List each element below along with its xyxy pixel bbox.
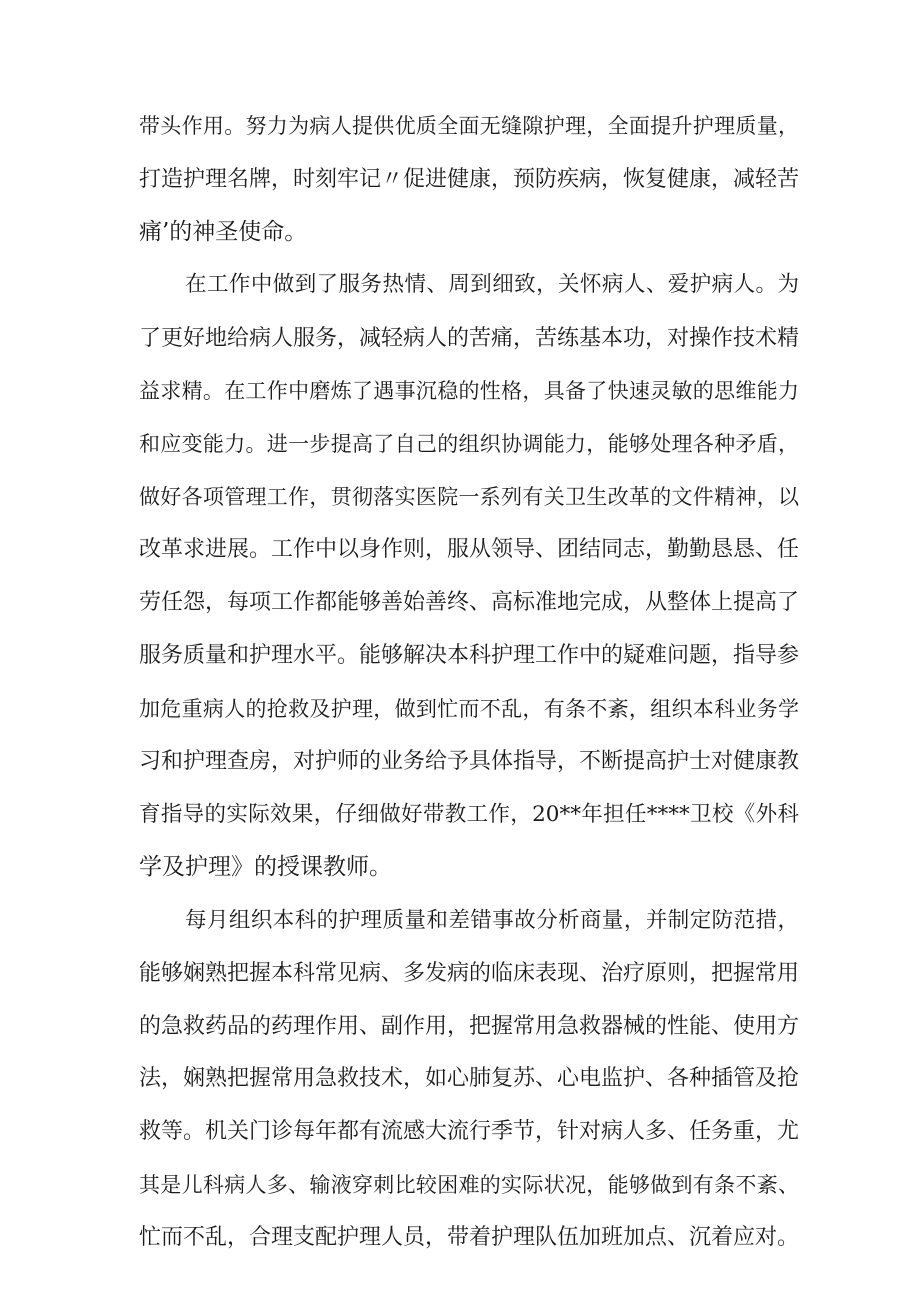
paragraph-2-line-4: 和应变能力。进一步提高了自己的组织协调能力，能够处理各种矛盾，: [139, 432, 799, 456]
paragraph-1-line-3: 痛’的神圣使命。: [139, 219, 308, 245]
paragraph-3-line-5: 救等。机关门诊每年都有流感大流行季节，针对病人多、任务重，尤: [139, 1119, 800, 1144]
paragraph-2-line-8: 服务质量和护理水平。能够解决本科护理工作中的疑难问题，指导参: [139, 643, 800, 668]
paragraph-2-line-10: 习和护理查房，对护师的业务给予具体指导，不断提高护士对健康教: [139, 749, 800, 774]
paragraph-3-line-1: 每月组织本科的护理质量和差错事故分析商量，并制定防范措，: [185, 908, 799, 933]
paragraph-2-line-3: 益求精。在工作中磨炼了遇事沉稳的性格，具备了快速灵敏的思维能力: [139, 379, 799, 403]
paragraph-3-line-2: 能够娴熟把握本科常见病、多发病的临床表现、治疗原则，把握常用: [139, 961, 800, 986]
paragraph-3-line-3: 的急救药品的药理作用、副作用，把握常用急救器械的性能、使用方: [139, 1014, 800, 1039]
paragraph-2-line-6: 改革求进展。工作中以身作则，服从领导、团结同志，勤勤恳恳、任: [139, 537, 800, 562]
paragraph-3-line-7: 忙而不乱，合理支配护理人员，带着护理队伍加班加点、沉着应对。: [139, 1225, 800, 1250]
paragraph-1-line-2: 打造护理名牌，时刻牢记〃促进健康，预防疾病，恢复健康，减轻苦: [139, 167, 800, 192]
paragraph-3-line-6: 其是儿科病人多、输液穿刺比较困难的实际状况，能够做到有条不紊、: [139, 1173, 799, 1197]
paragraph-2-line-11: 育指导的实际效果，仔细做好带教工作，20**年担任****卫校《外科: [139, 802, 799, 827]
paragraph-2-line-12: 学及护理》的授课教师。: [139, 854, 392, 880]
paragraph-2-line-5: 做好各项管理工作，贯彻落实医院一系列有关卫生改革的文件精神，以: [139, 485, 799, 509]
paragraph-1-line-1: 带头作用。努力为病人提供优质全面无缝隙护理，全面提升护理质量，: [139, 114, 799, 138]
paragraph-2-line-7: 劳任怨，每项工作都能够善始善终、高标准地完成，从整体上提高了: [139, 590, 800, 615]
paragraph-3-line-4: 法，娴熟把握常用急救技术，如心肺复苏、心电监护、各种插管及抢: [139, 1066, 800, 1091]
paragraph-2-line-2: 了更好地给病人服务，减轻病人的苦痛，苦练基本功，对操作技术精: [139, 326, 800, 351]
paragraph-2-line-1: 在工作中做到了服务热情、周到细致，关怀病人、爱护病人。为: [185, 272, 799, 297]
paragraph-2-line-9: 加危重病人的抢救及护理，做到忙而不乱，有条不紊，组织本科业务学: [139, 697, 799, 721]
